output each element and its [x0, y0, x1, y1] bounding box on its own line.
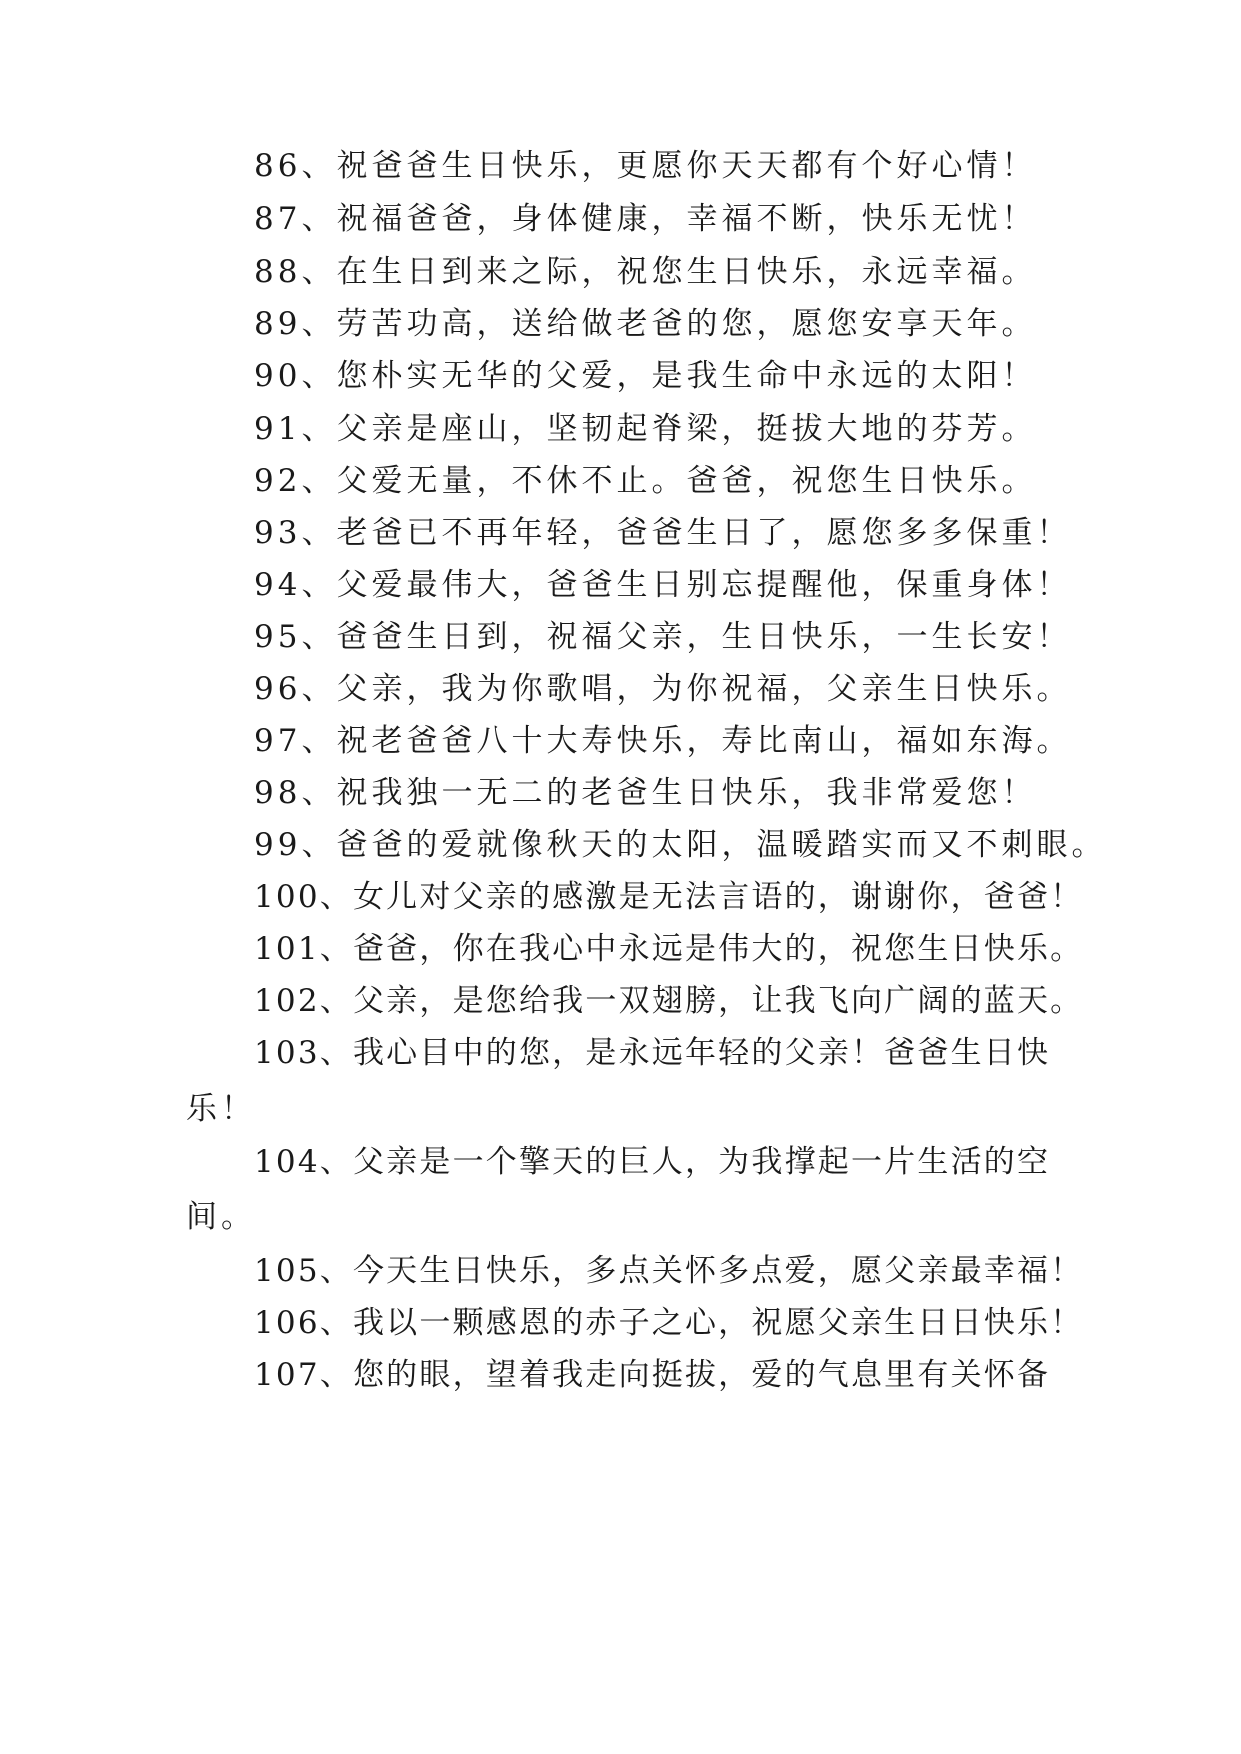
greeting-line-89: 89、劳苦功高，送给做老爸的您，愿您安享天年。 — [254, 306, 1037, 342]
greeting-line-95: 95、爸爸生日到，祝福父亲，生日快乐，一生长安！ — [254, 619, 1072, 655]
greeting-line-107: 107、您的眼，望着我走向挺拔，爱的气息里有关怀备 — [254, 1357, 1051, 1393]
greeting-line-92: 92、父爱无量，不休不止。爸爸，祝您生日快乐。 — [254, 463, 1037, 499]
greeting-line-104: 104、父亲是一个擎天的巨人，为我撑起一片生活的空 — [254, 1144, 1051, 1180]
greeting-line-103-continued: 乐！ — [186, 1091, 256, 1127]
greeting-line-98: 98、祝我独一无二的老爸生日快乐，我非常爱您！ — [254, 775, 1037, 811]
greeting-line-88: 88、在生日到来之际，祝您生日快乐，永远幸福。 — [254, 254, 1037, 290]
greeting-line-91: 91、父亲是座山，坚韧起脊梁，挺拔大地的芬芳。 — [254, 411, 1037, 447]
greeting-line-99: 99、爸爸的爱就像秋天的太阳，温暖踏实而又不刺眼。 — [254, 827, 1107, 863]
greeting-line-105: 105、今天生日快乐，多点关怀多点爱，愿父亲最幸福！ — [254, 1253, 1084, 1289]
greeting-line-87: 87、祝福爸爸，身体健康，幸福不断，快乐无忧！ — [254, 201, 1037, 237]
greeting-line-96: 96、父亲，我为你歌唱，为你祝福，父亲生日快乐。 — [254, 671, 1072, 707]
greeting-line-90: 90、您朴实无华的父爱，是我生命中永远的太阳！ — [254, 358, 1037, 394]
greeting-line-86: 86、祝爸爸生日快乐，更愿你天天都有个好心情！ — [254, 148, 1037, 184]
greeting-line-97: 97、祝老爸爸八十大寿快乐，寿比南山，福如东海。 — [254, 723, 1072, 759]
greeting-line-94: 94、父爱最伟大，爸爸生日别忘提醒他，保重身体！ — [254, 567, 1072, 603]
greeting-line-100: 100、女儿对父亲的感激是无法言语的，谢谢你，爸爸！ — [254, 879, 1084, 915]
greeting-line-101: 101、爸爸，你在我心中永远是伟大的，祝您生日快乐。 — [254, 931, 1084, 967]
greeting-line-104-continued: 间。 — [186, 1199, 256, 1235]
greeting-line-103: 103、我心目中的您，是永远年轻的父亲！爸爸生日快 — [254, 1035, 1051, 1071]
greeting-line-102: 102、父亲，是您给我一双翅膀，让我飞向广阔的蓝天。 — [254, 983, 1084, 1019]
greeting-line-93: 93、老爸已不再年轻，爸爸生日了，愿您多多保重！ — [254, 515, 1072, 551]
greeting-line-106: 106、我以一颗感恩的赤子之心，祝愿父亲生日日快乐！ — [254, 1305, 1084, 1341]
